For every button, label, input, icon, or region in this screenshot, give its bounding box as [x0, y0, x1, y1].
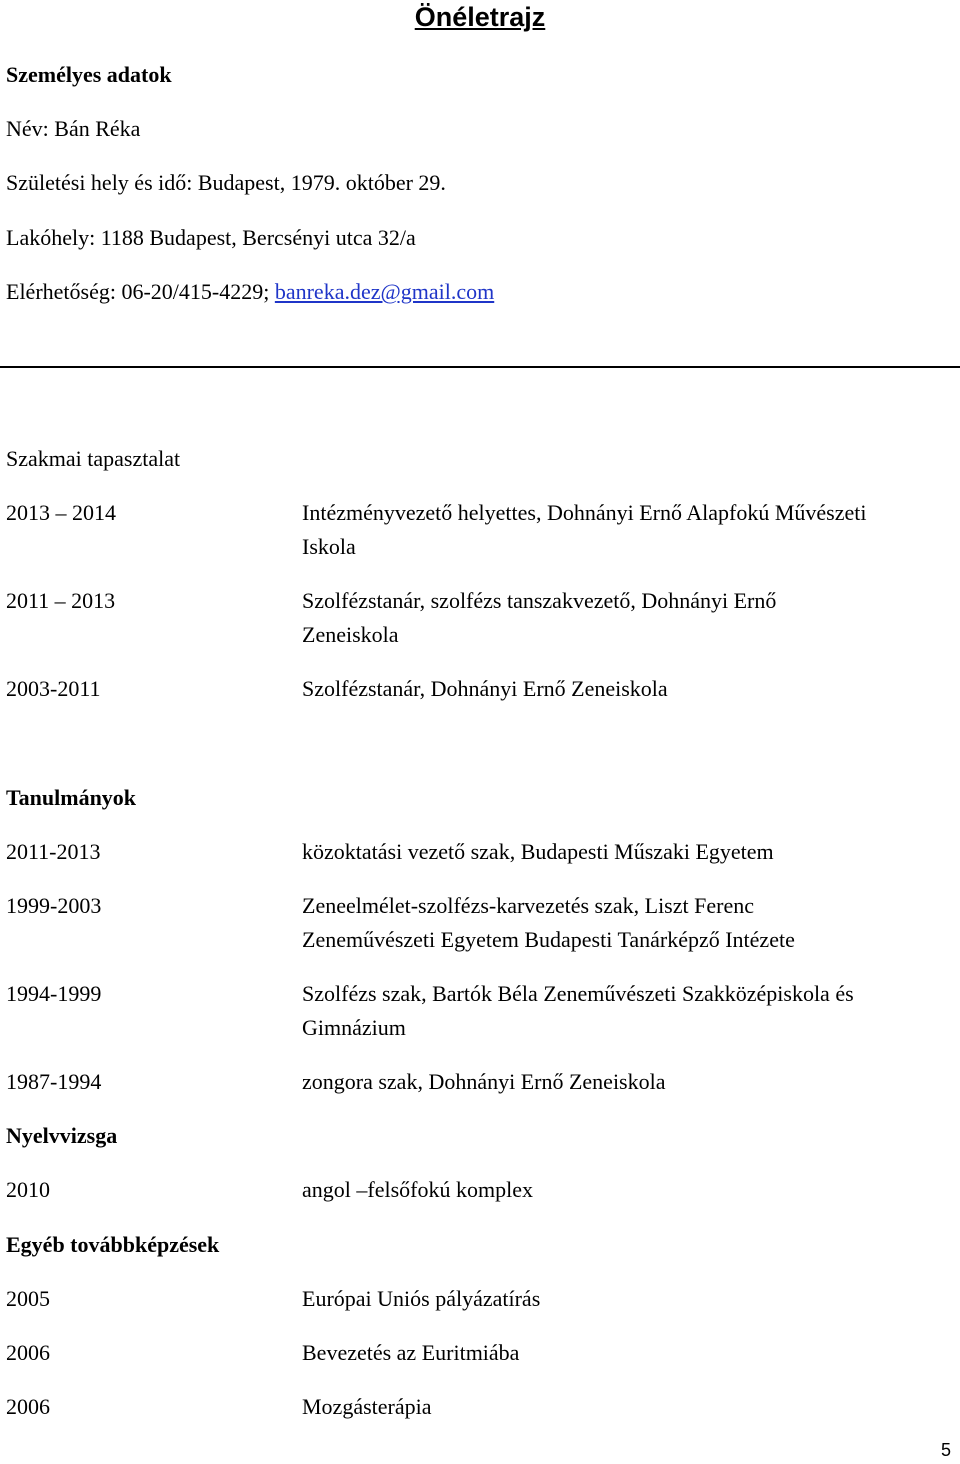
training-year: 2005 [6, 1286, 50, 1311]
studies-year: 1999-2003 [6, 893, 102, 918]
language-desc-line: angol –felsőfokú komplex [302, 1177, 533, 1202]
studies-desc [302, 835, 952, 869]
experience-desc-line: Szolfézstanár, Dohnányi Ernő Zeneiskola [302, 676, 668, 701]
experience-desc-line: Iskola [302, 534, 356, 559]
experience-desc-line: Szolfézstanár, szolfézs tanszakvezető, Dohnányi Ernő [302, 588, 777, 613]
studies-desc-line: Zeneelmélet-szolfézs-karvezetés szak, Liszt Ferenc [302, 893, 754, 918]
experience-desc-line: Zeneiskola [302, 622, 399, 647]
residence-line: Lakóhely: 1188 Budapest, Bercsényi utca 32/a [6, 225, 416, 250]
studies-heading: Tanulmányok [6, 785, 137, 810]
training-desc [302, 1282, 952, 1316]
studies-desc [302, 1065, 952, 1099]
page-number: 5 [941, 1440, 952, 1460]
studies-desc-line: Gimnázium [302, 1015, 406, 1040]
experience-desc [302, 584, 952, 652]
training-desc-line: Európai Uniós pályázatírás [302, 1286, 541, 1311]
personal-heading: Személyes adatok [6, 62, 172, 87]
studies-desc-line: közoktatási vezető szak, Budapesti Műszaki Egyetem [302, 839, 774, 864]
experience-desc [302, 496, 952, 564]
name-line: Név: Bán Réka [6, 116, 141, 141]
experience-year: 2011 – 2013 [6, 588, 116, 613]
studies-year: 2011-2013 [6, 839, 101, 864]
studies-year: 1994-1999 [6, 981, 102, 1006]
experience-desc [302, 672, 952, 706]
language-heading: Nyelvvizsga [6, 1123, 118, 1148]
experience-year: 2003-2011 [6, 676, 101, 701]
studies-desc-line: Szolfézs szak, Bartók Béla Zeneművészeti Szakközépiskola és [302, 981, 854, 1006]
training-desc-line: Bevezetés az Euritmiába [302, 1340, 520, 1365]
email-link[interactable]: banreka.dez@gmail.com [274, 279, 495, 304]
training-year: 2006 [6, 1394, 50, 1419]
training-heading: Egyéb továbbképzések [6, 1232, 220, 1257]
training-desc [302, 1390, 952, 1424]
studies-year: 1987-1994 [6, 1069, 102, 1094]
studies-desc [302, 889, 952, 957]
contact-phone: Elérhetőség: 06-20/415-4229; [6, 279, 275, 304]
training-desc-line: Mozgásterápia [302, 1394, 432, 1419]
studies-desc-line: zongora szak, Dohnányi Ernő Zeneiskola [302, 1069, 666, 1094]
experience-desc-line: Intézményvezető helyettes, Dohnányi Ernő Alapfokú Művészeti [302, 500, 867, 525]
training-year: 2006 [6, 1340, 50, 1365]
studies-desc [302, 977, 952, 1045]
language-desc [302, 1173, 952, 1207]
experience-heading: Szakmai tapasztalat [6, 446, 181, 471]
experience-year: 2013 – 2014 [6, 500, 116, 525]
studies-desc-line: Zeneművészeti Egyetem Budapesti Tanárképző Intézete [302, 927, 795, 952]
birth-line: Születési hely és idő: Budapest, 1979. október 29. [6, 170, 446, 195]
language-year: 2010 [6, 1177, 50, 1202]
contact-line [6, 275, 494, 309]
page-title: Önéletrajz [414, 2, 546, 32]
training-desc [302, 1336, 952, 1370]
section-divider [0, 366, 960, 368]
